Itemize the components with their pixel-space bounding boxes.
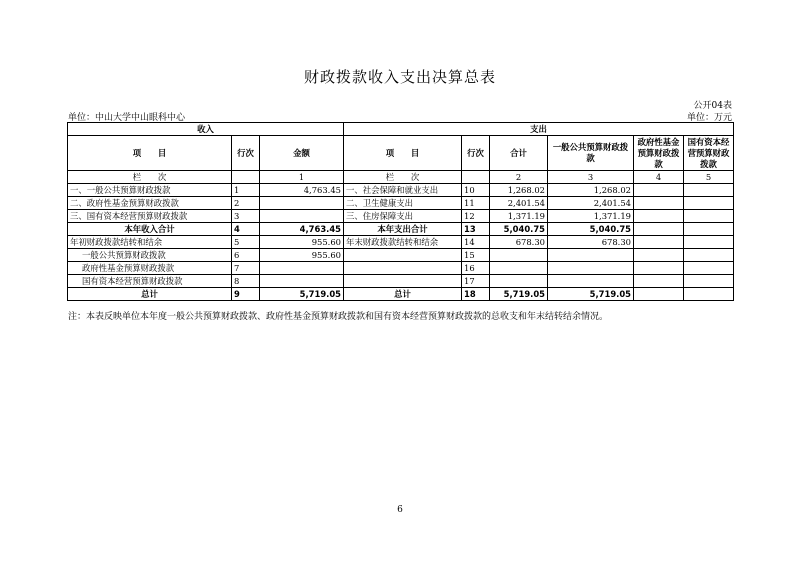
- expense-line: 18: [462, 288, 490, 301]
- expense-item: 三、住房保障支出: [344, 210, 462, 223]
- column-number: 2: [490, 171, 548, 184]
- expense-general: 678.30: [548, 236, 634, 249]
- column-number-row: [68, 171, 734, 184]
- income-section-header: 收入: [68, 123, 344, 136]
- table-row: [68, 236, 734, 249]
- income-amount: 955.60: [260, 236, 344, 249]
- income-item: 三、国有资本经营预算财政拨款: [68, 210, 232, 223]
- column-number: 5: [684, 171, 734, 184]
- expense-total: [490, 262, 548, 275]
- expense-gov-fund: [634, 288, 684, 301]
- expense-general: 1,371.19: [548, 210, 634, 223]
- income-line: 2: [232, 197, 260, 210]
- expense-state-capital: [684, 288, 734, 301]
- table-row: [68, 262, 734, 275]
- expense-total: 2,401.54: [490, 197, 548, 210]
- column-number: 4: [634, 171, 684, 184]
- income-line: 7: [232, 262, 260, 275]
- income-amount: [260, 210, 344, 223]
- table-row: [68, 275, 734, 288]
- income-item: 国有资本经营预算财政拨款: [68, 275, 232, 288]
- expense-gov-fund: [634, 223, 684, 236]
- income-line: 1: [232, 184, 260, 197]
- expense-gov-fund: [634, 262, 684, 275]
- state-capital-header: 国有资本经营预算财政拨款: [684, 136, 734, 171]
- income-amount: 4,763.45: [260, 184, 344, 197]
- expense-state-capital: [684, 262, 734, 275]
- expense-general: [548, 249, 634, 262]
- income-line: 9: [232, 288, 260, 301]
- page-title: 财政拨款收入支出决算总表: [303, 68, 496, 86]
- table-row: [68, 210, 734, 223]
- income-column-label: 栏 次: [68, 171, 232, 184]
- expense-line: 17: [462, 275, 490, 288]
- income-item: 一、一般公共预算财政拨款: [68, 184, 232, 197]
- expense-total: 5,719.05: [490, 288, 548, 301]
- expense-item-header: 项 目: [344, 136, 462, 171]
- column-number: 1: [260, 171, 344, 184]
- expense-general: [548, 275, 634, 288]
- income-item: 年初财政拨款结转和结余: [68, 236, 232, 249]
- expense-gov-fund: [634, 249, 684, 262]
- expense-general: 1,268.02: [548, 184, 634, 197]
- income-amount: 4,763.45: [260, 223, 344, 236]
- expense-state-capital: [684, 249, 734, 262]
- table-row-grand-total: [68, 288, 734, 301]
- income-item-header: 项 目: [68, 136, 232, 171]
- expense-gov-fund: [634, 197, 684, 210]
- expense-state-capital: [684, 184, 734, 197]
- expense-general: 5,040.75: [548, 223, 634, 236]
- income-item: 本年收入合计: [68, 223, 232, 236]
- expense-gov-fund: [634, 184, 684, 197]
- expense-total: 1,268.02: [490, 184, 548, 197]
- expense-item: 本年支出合计: [344, 223, 462, 236]
- table-row: [68, 197, 734, 210]
- income-line: 4: [232, 223, 260, 236]
- expense-item: [344, 249, 462, 262]
- expense-item: 年末财政拨款结转和结余: [344, 236, 462, 249]
- table-row: [68, 249, 734, 262]
- income-amount: [260, 197, 344, 210]
- expense-line: 13: [462, 223, 490, 236]
- column-header-row: [68, 136, 734, 171]
- expense-general: 5,719.05: [548, 288, 634, 301]
- income-item: 政府性基金预算财政拨款: [68, 262, 232, 275]
- general-budget-header: 一般公共预算财政拨款: [548, 136, 634, 171]
- expense-total: 5,040.75: [490, 223, 548, 236]
- expense-line: 14: [462, 236, 490, 249]
- expense-total: [490, 275, 548, 288]
- income-amount: [260, 262, 344, 275]
- income-amount: 955.60: [260, 249, 344, 262]
- expense-item: 一、社会保障和就业支出: [344, 184, 462, 197]
- expense-total-header: 合计: [490, 136, 548, 171]
- expense-line: 15: [462, 249, 490, 262]
- form-code: 公开04表: [693, 101, 732, 111]
- expense-item: [344, 275, 462, 288]
- income-item: 一般公共预算财政拨款: [68, 249, 232, 262]
- unit-organization: 单位：中山大学中山眼科中心: [68, 113, 186, 123]
- gov-fund-header: 政府性基金预算财政拨款: [634, 136, 684, 171]
- expense-item: 总计: [344, 288, 462, 301]
- expense-general: 2,401.54: [548, 197, 634, 210]
- table-row-subtotal: [68, 223, 734, 236]
- empty-cell: [232, 171, 260, 184]
- income-line-header: 行次: [232, 136, 260, 171]
- expense-item: [344, 262, 462, 275]
- expense-line: 11: [462, 197, 490, 210]
- section-header-row: [68, 123, 734, 136]
- income-amount-header: 金额: [260, 136, 344, 171]
- expense-state-capital: [684, 210, 734, 223]
- income-amount: [260, 275, 344, 288]
- page-number: 6: [397, 505, 403, 515]
- table-row: [68, 184, 734, 197]
- expense-line: 16: [462, 262, 490, 275]
- expense-gov-fund: [634, 236, 684, 249]
- income-item: 二、政府性基金预算财政拨款: [68, 197, 232, 210]
- expense-section-header: 支出: [344, 123, 734, 136]
- table-note: 注：本表反映单位本年度一般公共预算财政拨款、政府性基金预算财政拨款和国有资本经营预算财政拨款的总收支和年末结转结余情况。: [68, 312, 609, 322]
- empty-cell: [462, 171, 490, 184]
- expense-gov-fund: [634, 275, 684, 288]
- expense-total: 678.30: [490, 236, 548, 249]
- expense-total: 1,371.19: [490, 210, 548, 223]
- expense-total: [490, 249, 548, 262]
- income-line: 3: [232, 210, 260, 223]
- fiscal-summary-table: [67, 122, 734, 301]
- unit-currency: 单位：万元: [686, 113, 732, 123]
- income-amount: 5,719.05: [260, 288, 344, 301]
- expense-line: 12: [462, 210, 490, 223]
- expense-item: 二、卫生健康支出: [344, 197, 462, 210]
- expense-gov-fund: [634, 210, 684, 223]
- expense-state-capital: [684, 223, 734, 236]
- income-line: 6: [232, 249, 260, 262]
- expense-state-capital: [684, 236, 734, 249]
- expense-state-capital: [684, 197, 734, 210]
- income-line: 8: [232, 275, 260, 288]
- expense-state-capital: [684, 275, 734, 288]
- expense-general: [548, 262, 634, 275]
- expense-column-label: 栏 次: [344, 171, 462, 184]
- expense-line-header: 行次: [462, 136, 490, 171]
- income-line: 5: [232, 236, 260, 249]
- expense-line: 10: [462, 184, 490, 197]
- income-item: 总计: [68, 288, 232, 301]
- column-number: 3: [548, 171, 634, 184]
